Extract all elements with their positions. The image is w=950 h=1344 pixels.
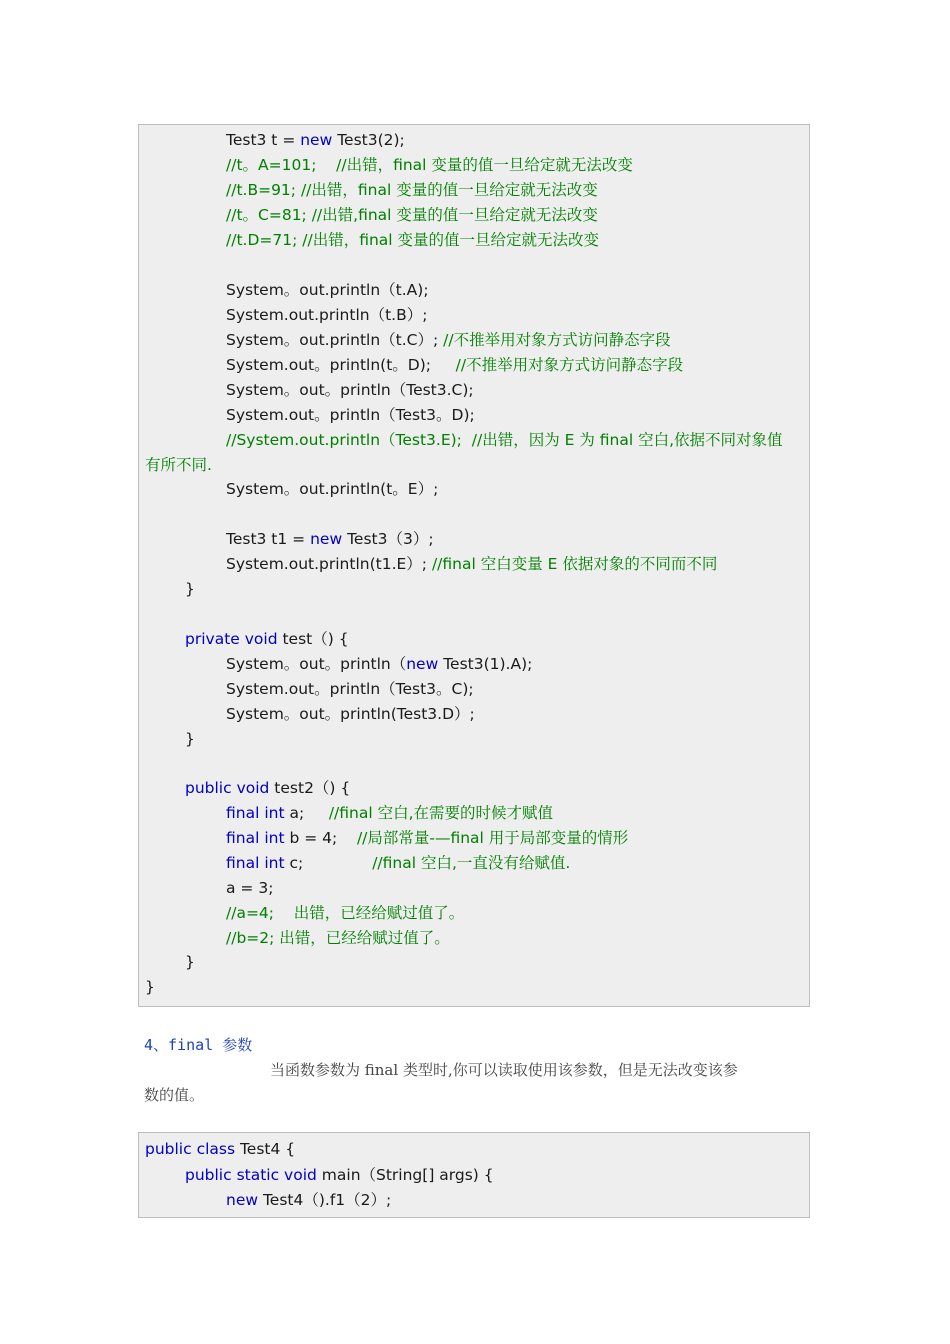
comment-token: //t。A=101; //出错，final 变量的值一旦给定就无法改变	[226, 156, 633, 174]
comment-token: //不推举用对象方式访问静态字段	[443, 331, 671, 349]
code-token: System.out。println（Test3。C);	[226, 680, 474, 698]
code-token: Test3(2);	[332, 131, 405, 149]
code-token: }	[185, 730, 195, 748]
code-line	[226, 355, 809, 375]
comment-token: //System.out.println（Test3.E); //出错，因为 E 为 final 空白,依据不同对象值	[226, 431, 783, 449]
code-line	[226, 529, 809, 549]
code-line	[226, 654, 809, 674]
comment-token: //t。C=81; //出错,final 变量的值一旦给定就无法改变	[226, 206, 598, 224]
code-token: System.out.println（t.B）;	[226, 306, 428, 324]
code-token: Test3 t1 =	[226, 530, 311, 548]
comment-token: //final 空白,一直没有给赋值.	[372, 854, 571, 872]
comment-token: //不推举用对象方式访问静态字段	[455, 356, 684, 374]
code-token: Test4（).f1（2）;	[258, 1191, 392, 1209]
code-line	[226, 704, 809, 724]
code-token: test2（) {	[269, 779, 351, 797]
code-token: System。out。println（	[226, 655, 407, 673]
code-token: Test4 {	[235, 1140, 296, 1158]
keyword-token: public class	[145, 1140, 236, 1158]
code-token: System.out.println(t1.E）;	[226, 555, 432, 573]
code-token: System。out。println（Test3.C);	[226, 381, 474, 399]
code-token: System.out。println(t。D);	[226, 356, 456, 374]
code-line	[226, 679, 809, 699]
keyword-token: final int	[226, 854, 285, 872]
comment-token: //b=2; 出错，已经给赋过值了。	[226, 929, 450, 947]
code-token: a;	[284, 804, 329, 822]
comment-token: 有所不同.	[145, 456, 212, 474]
code-line	[226, 878, 809, 898]
code-line	[226, 205, 809, 225]
code-line	[226, 405, 809, 425]
code-line	[185, 629, 809, 649]
code-block-2	[138, 1132, 810, 1218]
code-line	[226, 155, 809, 175]
code-line	[185, 579, 809, 599]
keyword-token: new	[406, 655, 439, 673]
code-token: main（String[] args) {	[316, 1166, 494, 1184]
code-token: }	[145, 978, 155, 996]
keyword-token: final int	[226, 804, 285, 822]
comment-token: //t.D=71; //出错，final 变量的值一旦给定就无法改变	[226, 231, 600, 249]
code-token: System。out.println(t。E）;	[226, 480, 439, 498]
code-token: System。out.println（t.A);	[226, 281, 429, 299]
code-token: Test3（3）;	[342, 530, 434, 548]
comment-token: //final 空白变量 E 依据对象的不同而不同	[431, 555, 718, 573]
comment-token: //a=4; 出错，已经给赋过值了。	[226, 904, 465, 922]
code-token: System。out.println（t.C）;	[226, 331, 444, 349]
code-line	[185, 729, 809, 749]
code-line	[226, 828, 809, 848]
code-line	[145, 455, 809, 475]
code-token: System.out。println（Test3。D);	[226, 406, 475, 424]
keyword-token: new	[300, 131, 333, 149]
code-token: System。out。println(Test3.D）;	[226, 705, 475, 723]
keyword-token: public void	[185, 779, 270, 797]
code-line	[226, 230, 809, 250]
code-line	[226, 330, 809, 350]
comment-token: //局部常量-—final 用于局部变量的情形	[356, 829, 629, 847]
code-line	[226, 430, 809, 450]
section-paragraph-line-1: 当函数参数为 final 类型时,你可以读取使用该参数，但是无法改变该参	[270, 1061, 738, 1079]
section-heading: 4、final 参数	[144, 1036, 253, 1054]
code-token: }	[185, 953, 195, 971]
code-line	[185, 1165, 809, 1185]
code-line	[226, 380, 809, 400]
code-line	[226, 1190, 809, 1210]
keyword-token: final int	[226, 829, 285, 847]
keyword-token: private void	[185, 630, 278, 648]
code-line	[226, 853, 809, 873]
code-token: Test3(1).A);	[438, 655, 533, 673]
comment-token: //final 空白,在需要的时候才赋值	[328, 804, 554, 822]
code-line	[226, 903, 809, 923]
code-line	[145, 1139, 809, 1159]
code-token: b = 4;	[284, 829, 357, 847]
code-token: test（) {	[277, 630, 349, 648]
code-token: c;	[284, 854, 373, 872]
code-line	[226, 305, 809, 325]
code-line	[185, 952, 809, 972]
code-line	[226, 479, 809, 499]
code-token: Test3 t =	[226, 131, 301, 149]
section-paragraph-line-2: 数的值。	[144, 1086, 205, 1104]
keyword-token: new	[226, 1191, 259, 1209]
code-line	[226, 554, 809, 574]
code-token: a = 3;	[226, 879, 274, 897]
code-line	[226, 130, 809, 150]
keyword-token: new	[310, 530, 343, 548]
code-line	[226, 280, 809, 300]
code-block-1	[138, 124, 810, 1007]
keyword-token: public static void	[185, 1166, 317, 1184]
code-line	[226, 180, 809, 200]
code-line	[145, 977, 809, 997]
comment-token: //t.B=91; //出错，final 变量的值一旦给定就无法改变	[226, 181, 598, 199]
code-line	[226, 803, 809, 823]
code-token: }	[185, 580, 195, 598]
code-line	[226, 928, 809, 948]
code-line	[185, 778, 809, 798]
